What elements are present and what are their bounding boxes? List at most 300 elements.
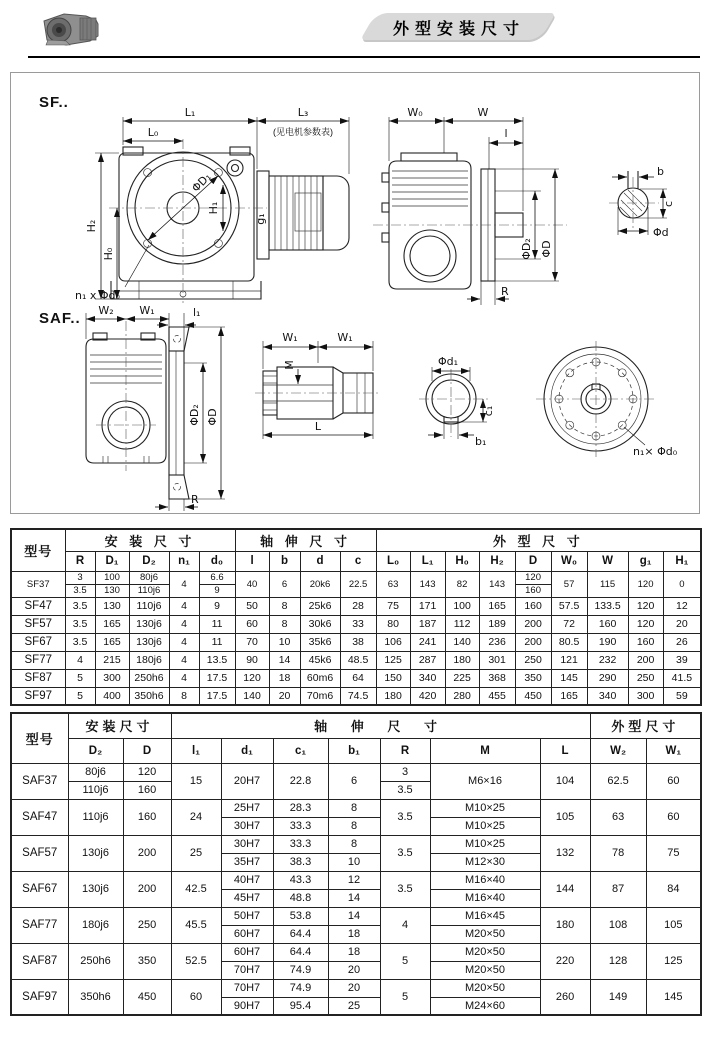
col-header: l₁ xyxy=(171,738,221,763)
table-row xyxy=(11,651,701,669)
cell: 165 xyxy=(95,633,129,651)
cell: 171 xyxy=(410,597,445,615)
cell: 84 xyxy=(646,871,701,907)
sf-series-label: SF.. xyxy=(39,94,69,111)
cell: 38 xyxy=(340,633,376,651)
col-header: l xyxy=(235,551,269,571)
cell: 180 xyxy=(376,687,410,705)
cell: 144 xyxy=(540,871,590,907)
cell: 133.5 xyxy=(587,597,628,615)
col-header: d₁ xyxy=(221,738,273,763)
cell: 60H7 xyxy=(221,925,273,943)
cell: 450 xyxy=(515,687,551,705)
saf-dimensions-table xyxy=(10,712,702,1016)
cell: 220 xyxy=(540,943,590,979)
cell: 100 xyxy=(95,571,129,584)
cell: 39 xyxy=(663,651,701,669)
cell: 5 xyxy=(380,979,430,1015)
cell: 63 xyxy=(376,571,410,597)
col-header: c xyxy=(340,551,376,571)
cell: 4 xyxy=(169,615,199,633)
col-header: W xyxy=(587,551,628,571)
cell: 105 xyxy=(646,907,701,943)
cell: 420 xyxy=(410,687,445,705)
dim-label-W0: W₀ xyxy=(407,106,423,119)
cell: 200 xyxy=(515,615,551,633)
cell: 4 xyxy=(169,571,199,597)
cell: SAF97 xyxy=(11,979,68,1015)
cell: 130j6 xyxy=(68,871,123,907)
col-header: L₀ xyxy=(376,551,410,571)
cell: 25 xyxy=(328,997,380,1015)
cell: 60m6 xyxy=(300,669,340,687)
cell: 33.3 xyxy=(273,817,328,835)
table-row xyxy=(11,799,701,817)
cell: 48.5 xyxy=(340,651,376,669)
cell: 14 xyxy=(328,907,380,925)
cell: 8 xyxy=(169,687,199,705)
cell: 3.5 xyxy=(65,615,95,633)
cell: 57.5 xyxy=(551,597,587,615)
cell: SAF87 xyxy=(11,943,68,979)
table-row xyxy=(11,597,701,615)
cell: 80.5 xyxy=(551,633,587,651)
cell: 200 xyxy=(123,835,171,871)
cell: SAF57 xyxy=(11,835,68,871)
cell: 120 xyxy=(628,597,663,615)
cell: 45k6 xyxy=(300,651,340,669)
cell: 10 xyxy=(269,633,300,651)
sf-shaft-section xyxy=(609,165,675,239)
cell: M20×50 xyxy=(430,979,540,997)
cell: 232 xyxy=(587,651,628,669)
cell: 60 xyxy=(646,799,701,835)
col-header: R xyxy=(65,551,95,571)
col-header: n₁ xyxy=(169,551,199,571)
group-header-shaft: 轴 伸 尺 寸 xyxy=(235,529,376,551)
dim-label-n1d0: n₁ x Φd₀ xyxy=(75,289,120,302)
cell: 110j6 xyxy=(68,781,123,799)
cell: 125 xyxy=(646,943,701,979)
cell: 250 xyxy=(628,669,663,687)
cell: 125 xyxy=(376,651,410,669)
cell: 80j6 xyxy=(68,763,123,781)
cell: 64 xyxy=(340,669,376,687)
cell: 130 xyxy=(95,584,129,597)
cell: 17.5 xyxy=(199,669,235,687)
cell: 48.8 xyxy=(273,889,328,907)
cell: 368 xyxy=(479,669,515,687)
table-row xyxy=(11,571,701,584)
cell: 200 xyxy=(123,871,171,907)
cell: 60 xyxy=(235,615,269,633)
dim-label-b: b xyxy=(657,165,664,178)
cell: 20 xyxy=(328,961,380,979)
cell: 35H7 xyxy=(221,853,273,871)
cell: 145 xyxy=(646,979,701,1015)
cell: 95.4 xyxy=(273,997,328,1015)
cell: 25k6 xyxy=(300,597,340,615)
cell: 64.4 xyxy=(273,925,328,943)
cell: 130j6 xyxy=(129,615,169,633)
col-header: W₁ xyxy=(646,738,701,763)
cell: 20 xyxy=(663,615,701,633)
col-header: W₀ xyxy=(551,551,587,571)
cell: 100 xyxy=(445,597,479,615)
cell: 110j6 xyxy=(129,584,169,597)
col-header: H₁ xyxy=(663,551,701,571)
dim-label-phiD: ΦD xyxy=(540,240,553,258)
cell: 33.3 xyxy=(273,835,328,853)
cell: 190 xyxy=(587,633,628,651)
table-row xyxy=(11,835,701,853)
cell: 120 xyxy=(515,571,551,584)
col-header: R xyxy=(380,738,430,763)
cell: 28 xyxy=(340,597,376,615)
cell: 3.5 xyxy=(380,835,430,871)
cell: 90 xyxy=(235,651,269,669)
dim-label-W1a: W₁ xyxy=(282,331,298,344)
cell: 301 xyxy=(479,651,515,669)
saf-hollow-shaft-view xyxy=(255,367,381,419)
cell: 38.3 xyxy=(273,853,328,871)
cell: 236 xyxy=(479,633,515,651)
cell: 10 xyxy=(328,853,380,871)
dim-label-R: R xyxy=(191,493,199,506)
cell: 0 xyxy=(663,571,701,597)
cell: 280 xyxy=(445,687,479,705)
cell: 33 xyxy=(340,615,376,633)
table-row xyxy=(11,907,701,925)
technical-drawings xyxy=(11,73,697,511)
cell: 180j6 xyxy=(129,651,169,669)
cell: 180j6 xyxy=(68,907,123,943)
cell: 121 xyxy=(551,651,587,669)
cell: 64.4 xyxy=(273,943,328,961)
cell: 72 xyxy=(551,615,587,633)
cell: 260 xyxy=(540,979,590,1015)
table-row xyxy=(11,669,701,687)
cell: 75 xyxy=(646,835,701,871)
cell: 9 xyxy=(199,597,235,615)
cell: 80 xyxy=(376,615,410,633)
cell: 4 xyxy=(169,651,199,669)
col-header: D xyxy=(123,738,171,763)
cell: 110j6 xyxy=(129,597,169,615)
cell: 18 xyxy=(269,669,300,687)
dim-label-phiD2: ΦD₂ xyxy=(188,404,201,426)
cell: 50H7 xyxy=(221,907,273,925)
cell: 3.5 xyxy=(380,799,430,835)
col-header: D₁ xyxy=(95,551,129,571)
cell: 8 xyxy=(328,817,380,835)
cell: SF87 xyxy=(11,669,65,687)
cell: 25H7 xyxy=(221,799,273,817)
cell: 105 xyxy=(540,799,590,835)
cell: SF77 xyxy=(11,651,65,669)
cell: 350 xyxy=(515,669,551,687)
col-header: L₁ xyxy=(410,551,445,571)
cell: 43.3 xyxy=(273,871,328,889)
cell: 62.5 xyxy=(590,763,646,799)
cell: M10×25 xyxy=(430,799,540,817)
cell: 250h6 xyxy=(68,943,123,979)
dim-label-c: c xyxy=(662,200,675,208)
cell: 150 xyxy=(376,669,410,687)
cell: 4 xyxy=(380,907,430,943)
cell: M20×50 xyxy=(430,943,540,961)
dim-label-l1: l₁ xyxy=(193,306,201,319)
cell: 74.5 xyxy=(340,687,376,705)
cell: 115 xyxy=(587,571,628,597)
dim-label-phiD1: ΦD₁ xyxy=(189,170,214,195)
dim-label-L3: L₃ xyxy=(297,106,309,119)
group-header-outline: 外型尺寸 xyxy=(590,713,701,738)
cell: 9 xyxy=(199,584,235,597)
col-header: b₁ xyxy=(328,738,380,763)
cell: 350h6 xyxy=(68,979,123,1015)
cell: 3.5 xyxy=(380,781,430,799)
cell: 11 xyxy=(199,633,235,651)
dim-label-L0: L₀ xyxy=(147,126,159,139)
cell: SF67 xyxy=(11,633,65,651)
dim-label-L1: L₁ xyxy=(184,106,196,119)
cell: 450 xyxy=(123,979,171,1015)
header-rule xyxy=(28,56,700,58)
cell: 20 xyxy=(328,979,380,997)
cell: M6×16 xyxy=(430,763,540,799)
cell: 3.5 xyxy=(65,633,95,651)
col-header: d xyxy=(300,551,340,571)
cell: 5 xyxy=(65,669,95,687)
dim-label-L: L xyxy=(314,420,322,433)
cell: 35k6 xyxy=(300,633,340,651)
cell: 120 xyxy=(628,571,663,597)
cell: 12 xyxy=(663,597,701,615)
cell: 120 xyxy=(628,615,663,633)
cell: SF57 xyxy=(11,615,65,633)
cell: M16×40 xyxy=(430,889,540,907)
col-header: d₀ xyxy=(199,551,235,571)
cell: 160 xyxy=(515,597,551,615)
saf-side-view xyxy=(86,321,189,499)
cell: M10×25 xyxy=(430,817,540,835)
cell: 287 xyxy=(410,651,445,669)
table-row xyxy=(11,871,701,889)
cell: 5 xyxy=(65,687,95,705)
cell: M16×45 xyxy=(430,907,540,925)
cell: 53.8 xyxy=(273,907,328,925)
cell: 140 xyxy=(445,633,479,651)
dim-label-R: R xyxy=(501,285,509,298)
cell: 3 xyxy=(380,763,430,781)
sf-side-dimensions xyxy=(389,106,559,305)
cell: 241 xyxy=(410,633,445,651)
cell: 120 xyxy=(235,669,269,687)
dim-label-W1: W₁ xyxy=(139,304,155,317)
cell: 52.5 xyxy=(171,943,221,979)
dim-label-phid1: Φd₁ xyxy=(437,355,459,368)
cell: 143 xyxy=(479,571,515,597)
col-header: D xyxy=(515,551,551,571)
cell: 60 xyxy=(171,979,221,1015)
cell: SF97 xyxy=(11,687,65,705)
cell: 60 xyxy=(646,763,701,799)
cell: 63 xyxy=(590,799,646,835)
cell: 70H7 xyxy=(221,979,273,997)
cell: SAF67 xyxy=(11,871,68,907)
cell: 104 xyxy=(540,763,590,799)
cell: 4 xyxy=(65,651,95,669)
cell: 165 xyxy=(95,615,129,633)
cell: 30k6 xyxy=(300,615,340,633)
cell: 40 xyxy=(235,571,269,597)
cell: 20k6 xyxy=(300,571,340,597)
col-header: D₂ xyxy=(129,551,169,571)
cell: 87 xyxy=(590,871,646,907)
gearmotor-logo xyxy=(36,7,106,49)
dim-label-b1: b₁ xyxy=(475,435,487,448)
cell: 60H7 xyxy=(221,943,273,961)
dim-label-phid: Φd xyxy=(653,226,669,239)
cell: 4 xyxy=(169,597,199,615)
cell: 143 xyxy=(410,571,445,597)
motor-note: (见电机参数表) xyxy=(273,127,333,137)
cell: 160 xyxy=(587,615,628,633)
dim-label-n1d0-saf: n₁× Φd₀ xyxy=(633,445,678,458)
cell: 350 xyxy=(123,943,171,979)
cell: 17.5 xyxy=(199,687,235,705)
sf-dimensions-table xyxy=(10,528,702,706)
cell: 215 xyxy=(95,651,129,669)
cell: SAF77 xyxy=(11,907,68,943)
dim-label-M: M xyxy=(283,360,296,370)
cell: 20H7 xyxy=(221,763,273,799)
group-header-shaft: 轴 伸 尺 寸 xyxy=(171,713,590,738)
cell: 300 xyxy=(628,687,663,705)
cell: M10×25 xyxy=(430,835,540,853)
cell: 120 xyxy=(123,763,171,781)
cell: 180 xyxy=(445,651,479,669)
col-header: H₀ xyxy=(445,551,479,571)
cell: 189 xyxy=(479,615,515,633)
cell: 180 xyxy=(540,907,590,943)
col-header: W₂ xyxy=(590,738,646,763)
dim-label-W2: W₂ xyxy=(98,304,114,317)
cell: 187 xyxy=(410,615,445,633)
cell: 41.5 xyxy=(663,669,701,687)
cell: 80j6 xyxy=(129,571,169,584)
dim-label-H2: H₂ xyxy=(85,219,98,233)
cell: 50 xyxy=(235,597,269,615)
cell: 106 xyxy=(376,633,410,651)
cell: 28.3 xyxy=(273,799,328,817)
cell: 78 xyxy=(590,835,646,871)
cell: M20×50 xyxy=(430,925,540,943)
dim-label-W: W xyxy=(477,106,489,119)
cell: 45H7 xyxy=(221,889,273,907)
cell: 11 xyxy=(199,615,235,633)
cell: SF37 xyxy=(11,571,65,597)
col-header: M xyxy=(430,738,540,763)
cell: 250h6 xyxy=(129,669,169,687)
sf-side-view xyxy=(373,153,567,289)
cell: 225 xyxy=(445,669,479,687)
group-header-outline: 外 型 尺 寸 xyxy=(376,529,701,551)
cell: 250 xyxy=(515,651,551,669)
cell: 110j6 xyxy=(68,799,123,835)
cell: 290 xyxy=(587,669,628,687)
cell: 340 xyxy=(587,687,628,705)
cell: 400 xyxy=(95,687,129,705)
cell: M16×40 xyxy=(430,871,540,889)
cell: 40H7 xyxy=(221,871,273,889)
cell: 160 xyxy=(123,781,171,799)
cell: SAF47 xyxy=(11,799,68,835)
dim-label-H0: H₀ xyxy=(102,247,115,261)
cell: 30H7 xyxy=(221,817,273,835)
cell: 8 xyxy=(328,835,380,853)
cell: M12×30 xyxy=(430,853,540,871)
cell: 8 xyxy=(328,799,380,817)
cell: 70H7 xyxy=(221,961,273,979)
cell: 130 xyxy=(95,597,129,615)
group-header-install: 安 装 尺 寸 xyxy=(65,529,235,551)
col-header: L xyxy=(540,738,590,763)
cell: 25 xyxy=(171,835,221,871)
cell: 130j6 xyxy=(129,633,169,651)
cell: 70 xyxy=(235,633,269,651)
cell: 300 xyxy=(95,669,129,687)
cell: 3.5 xyxy=(380,871,430,907)
cell: 42.5 xyxy=(171,871,221,907)
sf-front-view xyxy=(109,139,349,303)
cell: 74.9 xyxy=(273,961,328,979)
drawings-panel xyxy=(10,72,700,514)
cell: 145 xyxy=(551,669,587,687)
table-row xyxy=(11,687,701,705)
cell: M24×60 xyxy=(430,997,540,1015)
cell: 18 xyxy=(328,943,380,961)
sf-front-dimensions xyxy=(75,106,349,302)
cell: 74.9 xyxy=(273,979,328,997)
table-row xyxy=(11,615,701,633)
table-row xyxy=(11,633,701,651)
cell: 75 xyxy=(376,597,410,615)
model-header: 型号 xyxy=(11,713,68,763)
saf-series-label: SAF.. xyxy=(39,310,81,327)
dim-label-W1b: W₁ xyxy=(337,331,353,344)
cell: 20 xyxy=(269,687,300,705)
cell: 30H7 xyxy=(221,835,273,853)
model-header: 型号 xyxy=(11,529,65,571)
cell: 18 xyxy=(328,925,380,943)
cell: 6 xyxy=(328,763,380,799)
cell: 45.5 xyxy=(171,907,221,943)
cell: 14 xyxy=(328,889,380,907)
cell: 130j6 xyxy=(68,835,123,871)
cell: 132 xyxy=(540,835,590,871)
cell: 165 xyxy=(551,687,587,705)
cell: 350h6 xyxy=(129,687,169,705)
cell: SAF37 xyxy=(11,763,68,799)
cell: 128 xyxy=(590,943,646,979)
cell: 8 xyxy=(269,615,300,633)
col-header: H₂ xyxy=(479,551,515,571)
cell: 24 xyxy=(171,799,221,835)
saf-bore-section xyxy=(419,355,495,448)
cell: 8 xyxy=(269,597,300,615)
